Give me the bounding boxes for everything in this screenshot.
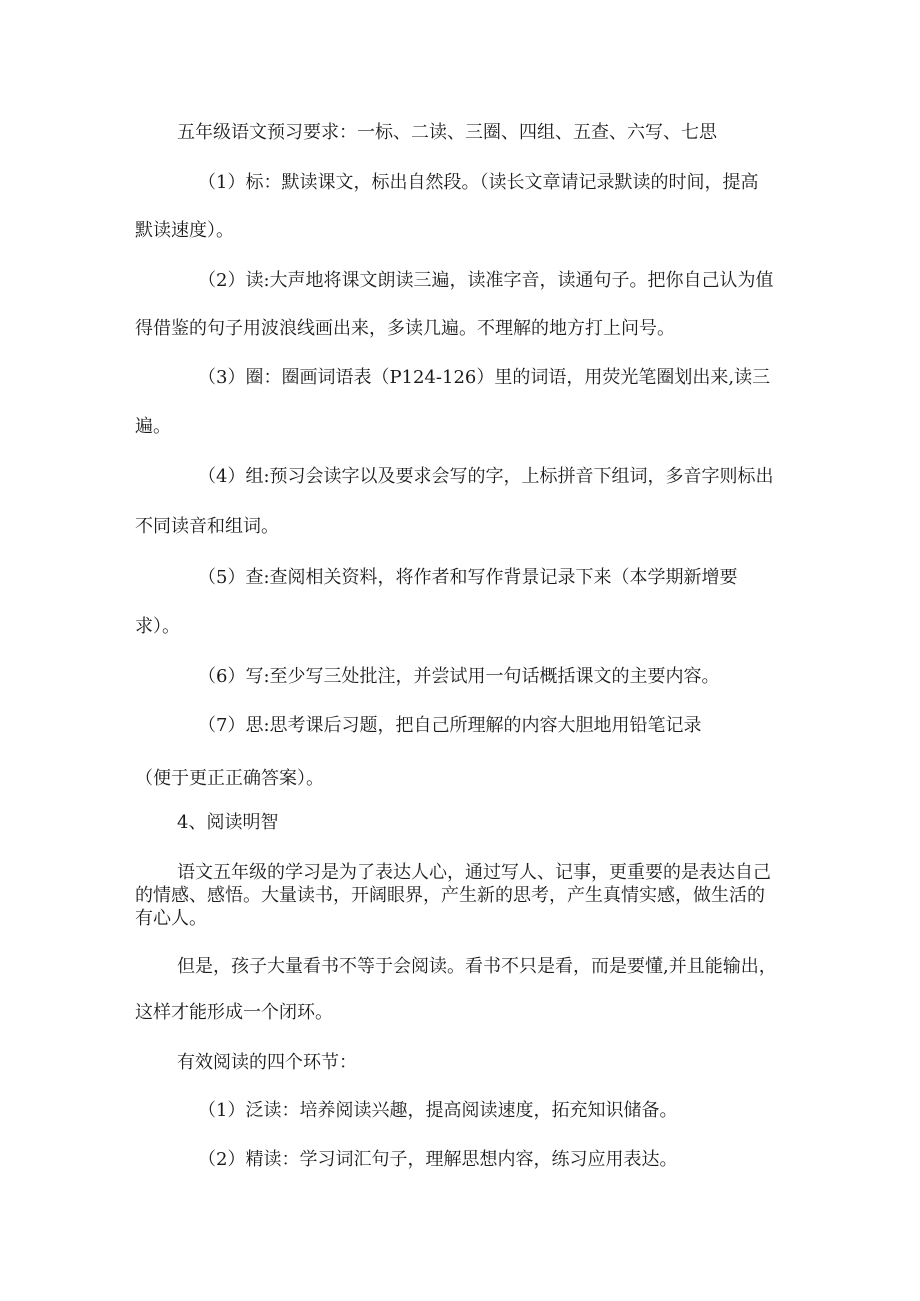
step-1-line-2: 默读速度）。: [135, 220, 234, 241]
section-4-heading: 4、阅读明智: [177, 812, 279, 833]
step-4-line-1: （4）组:预习会读字以及要求会写的字，上标拼音下组词，多音字则标出: [198, 466, 774, 487]
step-5-line-1: （5）查:查阅相关资料，将作者和写作背景记录下来（本学期新增要: [198, 567, 738, 588]
para-1-line-2: 的情感、感悟。大量读书，开阔眼界，产生新的思考，产生真情实感，做生活的: [135, 885, 765, 906]
step-3-line-1: （3）圈：圈画词语表（P124-126）里的词语，用荧光笔圈划出来,读三: [198, 367, 771, 388]
para-1-line-1: 语文五年级的学习是为了表达人心，通过写人、记事，更重要的是表达自己: [177, 862, 771, 883]
step-3-line-2: 遍。: [135, 416, 171, 437]
step-5-line-2: 求）。: [135, 616, 180, 637]
para-2-line-1: 但是，孩子大量看书不等于会阅读。看书不只是看，而是要懂,并且能输出，: [177, 956, 777, 977]
step-7-line-2: （便于更正正确答案）。: [135, 768, 324, 789]
step-7-line-1: （7）思:思考课后习题，把自己所理解的内容大胆地用铅笔记录: [198, 715, 702, 736]
para-2-line-2: 这样才能形成一个闭环。: [135, 1002, 333, 1023]
step-1-line-1: （1）标：默读课文，标出自然段。（读长文章请记录默读的时间，提高: [198, 172, 759, 193]
step-6: （6）写:至少写三处批注，并尝试用一句话概括课文的主要内容。: [198, 666, 720, 687]
step-2-line-2: 得借鉴的句子用波浪线画出来，多读几遍。不理解的地方打上问号。: [135, 318, 675, 339]
para-3: 有效阅读的四个环节：: [177, 1052, 357, 1073]
preview-heading: 五年级语文预习要求：一标、二读、三圈、四组、五查、六写、七思: [177, 122, 717, 143]
reading-step-2: （2）精读：学习词汇句子，理解思想内容，练习应用表达。: [198, 1149, 678, 1170]
step-4-line-2: 不同读音和组词。: [135, 516, 279, 537]
reading-step-1: （1）泛读：培养阅读兴趣，提高阅读速度，拓充知识储备。: [198, 1100, 678, 1121]
para-1-line-3: 有心人。: [135, 908, 207, 929]
step-2-line-1: （2）读:大声地将课文朗读三遍，读准字音，读通句子。把你自己认为值: [198, 270, 774, 291]
